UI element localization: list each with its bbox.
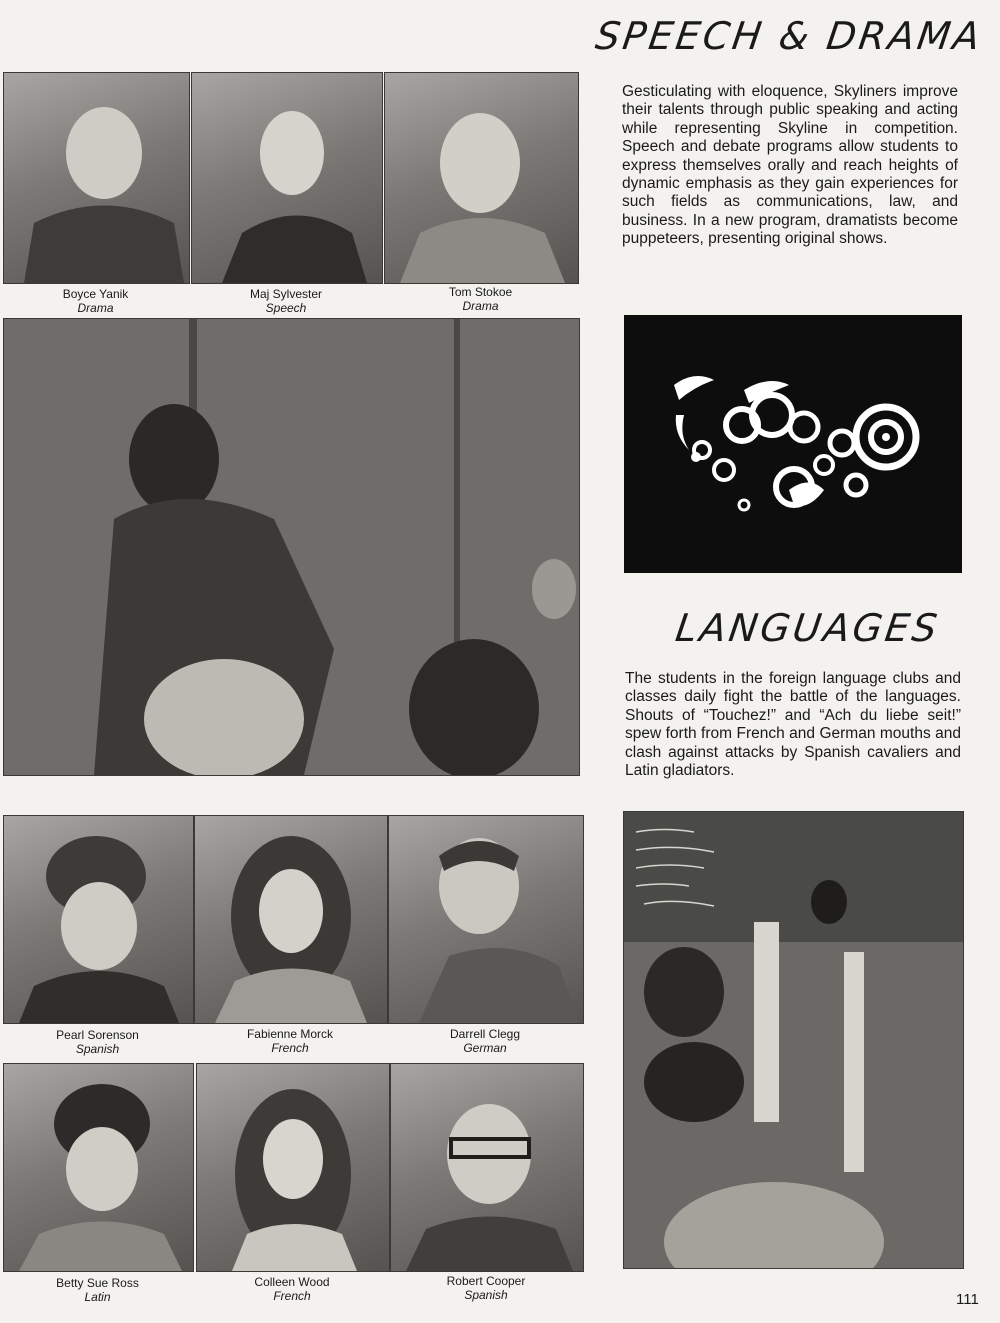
caption-maj-sylvester	[191, 287, 381, 315]
portrait-photo-colleen-wood	[196, 1063, 390, 1272]
faculty-role: Spanish	[75, 1042, 120, 1056]
caption-boyce-yanik	[3, 287, 188, 315]
faculty-role: French	[271, 1041, 309, 1055]
languages-heading: LANGUAGES	[672, 606, 943, 650]
languages-paragraph: The students in the foreign language clubs and classes daily fight the battle of the languages. Shouts of “Touchez!” and “Ach du liebe seit!” spew forth from French and German mouths and clash against attacks by Spanish cavaliers and Latin gladiators.	[625, 670, 961, 780]
portrait-photo-maj-sylvester	[191, 72, 383, 284]
faculty-name: Colleen Wood	[254, 1275, 330, 1289]
faculty-role: Drama	[462, 299, 499, 313]
speech-drama-paragraph: Gesticulating with eloquence, Skyliners improve their talents through public speaking and acting while representing Skyline in competition. Speech and debate programs allow students to express themselves orally and reach heights of dynamic emphasis as they gain experiences for such fields as communications, law, and business. In a new program, dramatists become puppeteers, presenting original shows.	[622, 83, 958, 248]
portrait-photo-darrell-clegg	[388, 815, 584, 1024]
faculty-name: Betty Sue Ross	[56, 1276, 139, 1290]
faculty-name: Fabienne Morck	[246, 1027, 334, 1041]
faculty-role: French	[273, 1289, 311, 1303]
faculty-name: Pearl Sorenson	[56, 1028, 139, 1042]
language-lab-photo	[623, 811, 964, 1269]
portrait-photo-pearl-sorenson	[3, 815, 194, 1024]
caption-colleen-wood	[196, 1275, 388, 1303]
caption-betty-sue-ross	[3, 1276, 192, 1304]
caption-pearl-sorenson	[3, 1028, 192, 1056]
faculty-name: Tom Stokoe	[448, 285, 513, 299]
portrait-photo-fabienne-morck	[194, 815, 388, 1024]
caption-darrell-clegg	[388, 1027, 582, 1055]
faculty-name: Maj Sylvester	[249, 287, 323, 301]
portrait-photo-tom-stokoe	[384, 72, 579, 284]
caption-fabienne-morck	[194, 1027, 386, 1055]
faculty-role: Latin	[84, 1290, 111, 1304]
page-number: 111	[956, 1291, 979, 1308]
speech-drama-heading: SPEECH & DRAMA	[592, 14, 986, 58]
op-art-panel	[624, 315, 962, 573]
faculty-role: Spanish	[464, 1288, 508, 1302]
drama-classroom-photo	[3, 318, 580, 776]
faculty-role: Drama	[77, 301, 114, 315]
faculty-name: Robert Cooper	[446, 1274, 526, 1288]
portrait-photo-boyce-yanik	[3, 72, 190, 284]
portrait-photo-robert-cooper	[390, 1063, 584, 1272]
faculty-role: Speech	[265, 301, 307, 315]
caption-tom-stokoe	[384, 285, 577, 313]
faculty-role: German	[463, 1041, 507, 1055]
portrait-photo-betty-sue-ross	[3, 1063, 194, 1272]
caption-robert-cooper	[390, 1274, 582, 1302]
faculty-name: Darrell Clegg	[449, 1027, 521, 1041]
faculty-name: Boyce Yanik	[62, 287, 129, 301]
